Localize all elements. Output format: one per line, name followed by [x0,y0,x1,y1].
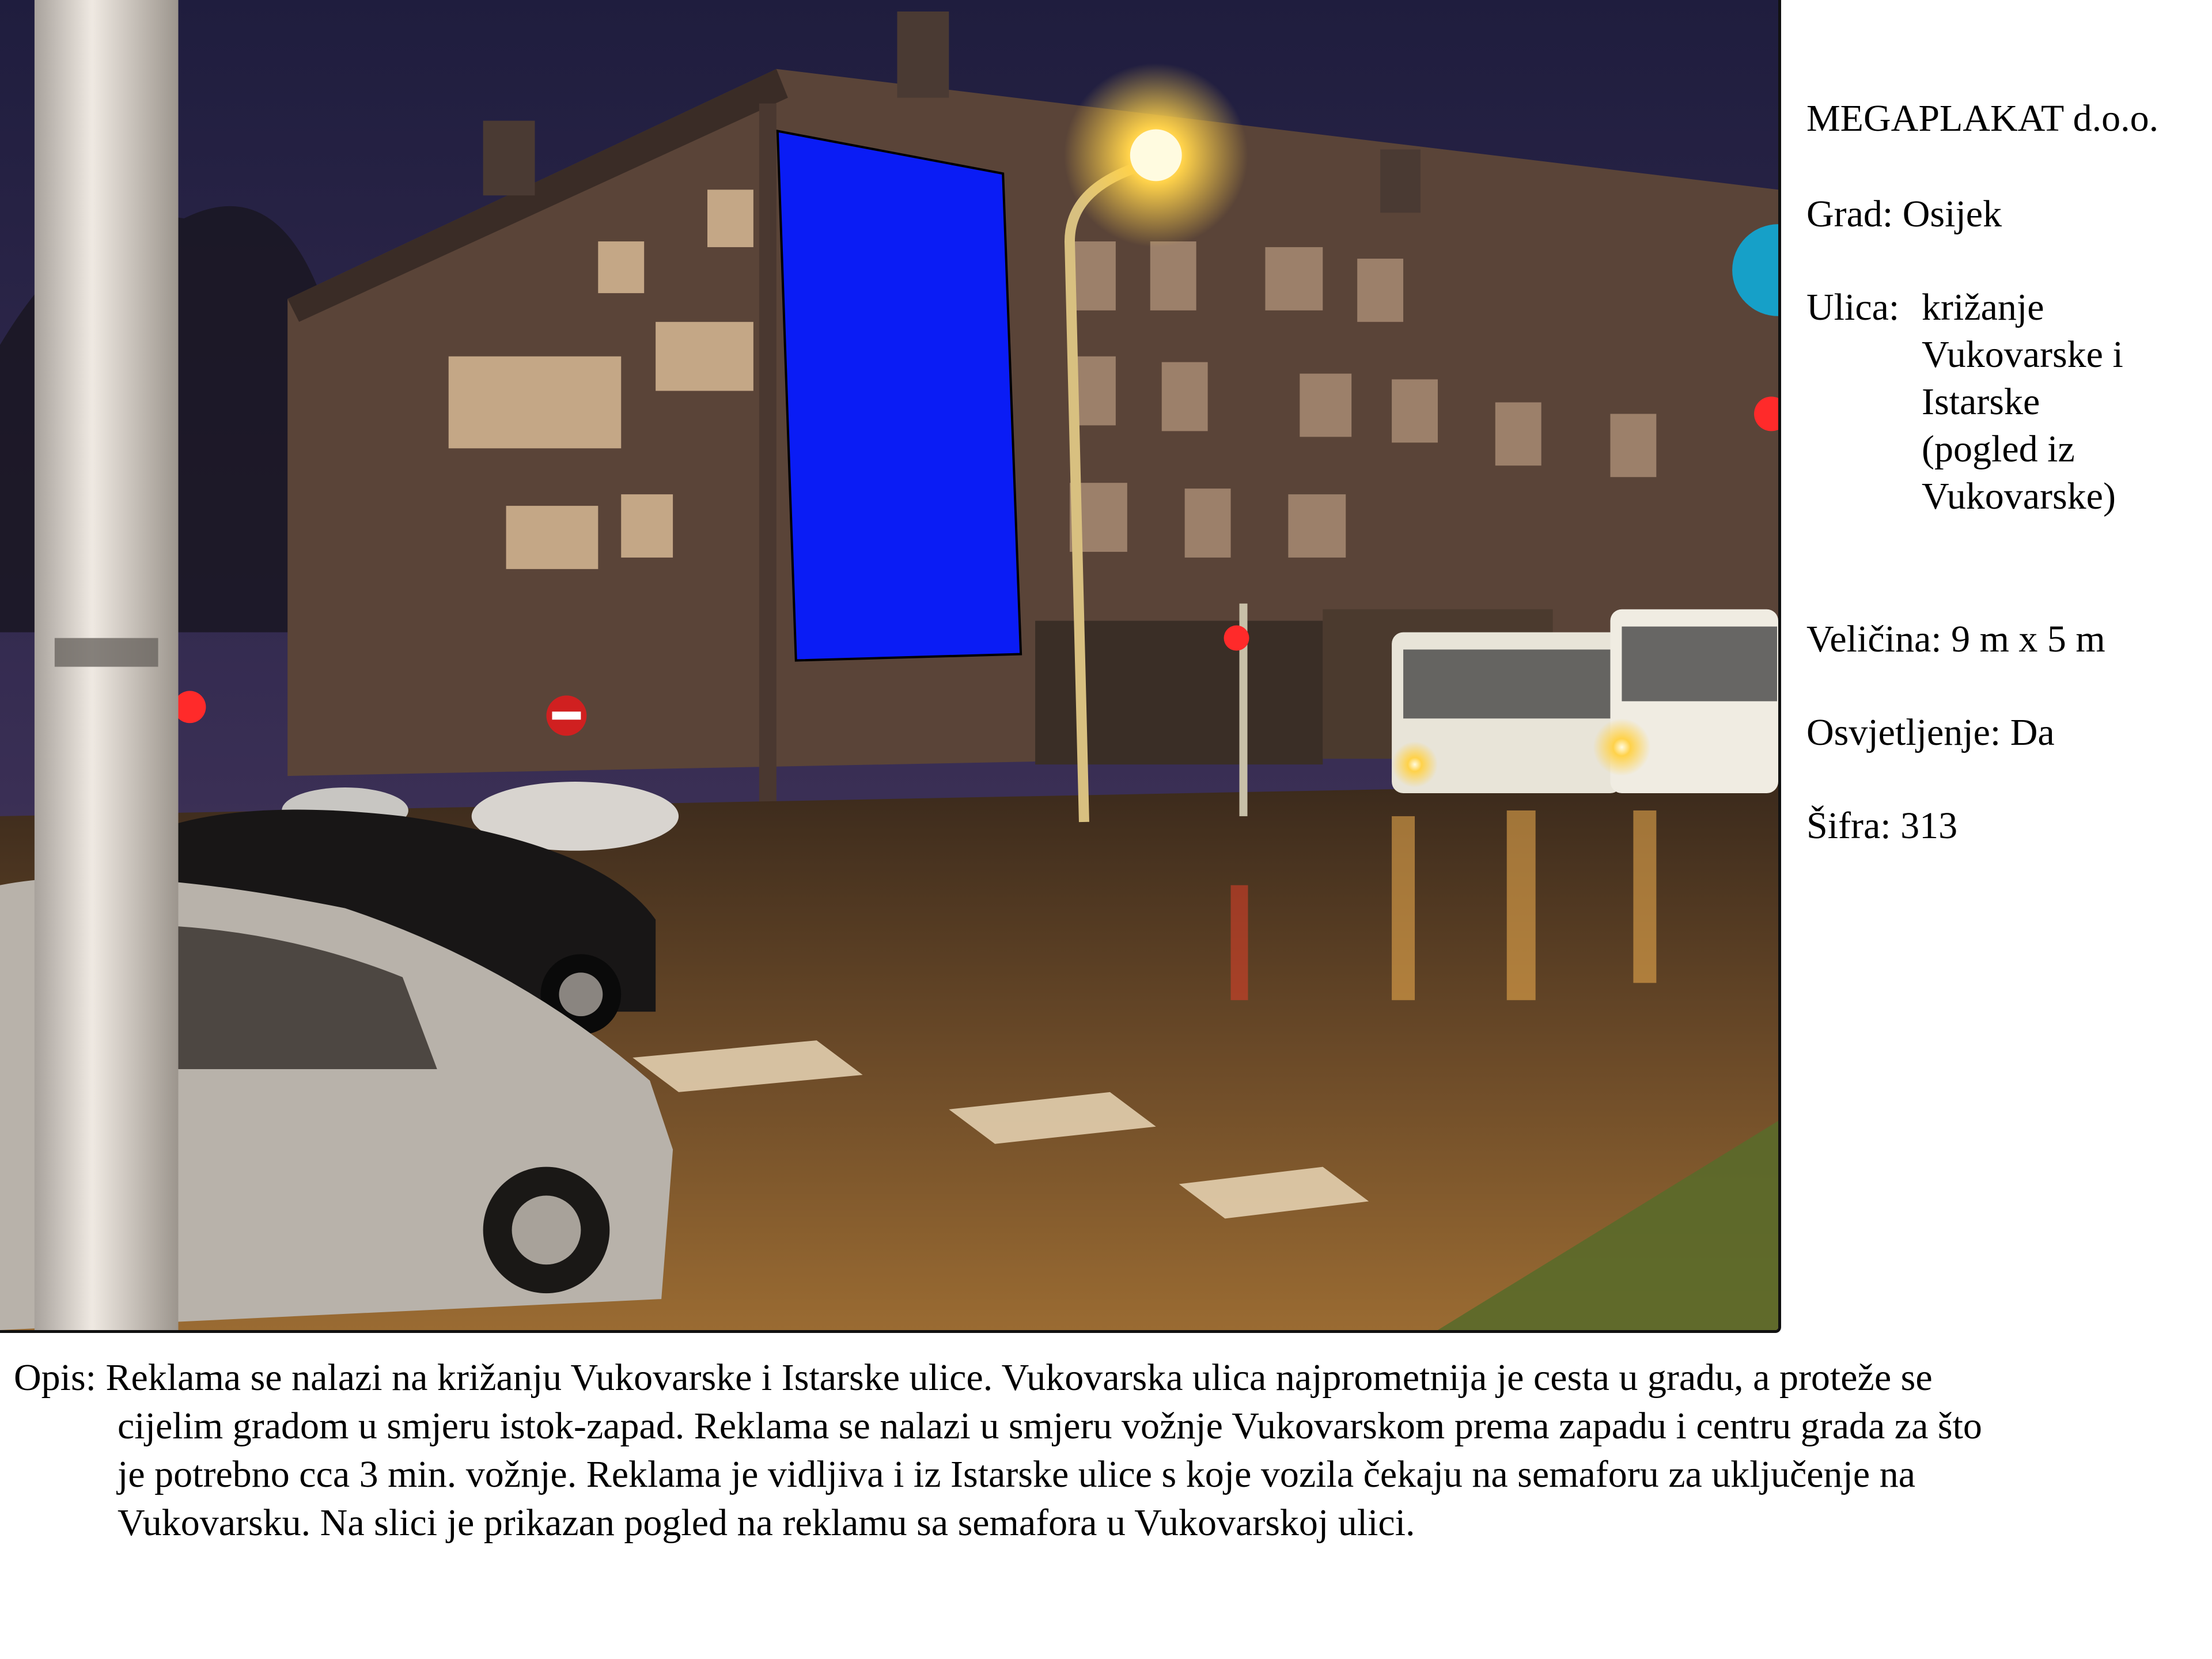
billboard-size: Veličina: 9 m x 5 m [1806,618,2105,660]
info-panel [1806,95,2210,850]
company-name: MEGAPLAKAT d.o.o. [1806,97,2159,139]
street-line: Istarske [1922,381,2040,423]
street-line: Vukovarske i [1922,334,2123,376]
description-line: cijelim gradom u smjeru istok-zapad. Reklama se nalazi u smjeru vožnje Vukovarskom prema zapadu i centru grada za što [118,1405,1982,1447]
description-line: Vukovarsku. Na slici je prikazan pogled na reklamu sa semafora u Vukovarskoj ulici. [118,1502,1415,1544]
street-line: (pogled iz [1922,428,2075,470]
lighting: Osvjetljenje: Da [1806,711,2055,753]
street-lines [1922,284,2123,520]
location-code: Šifra: 313 [1806,805,1958,847]
description [14,1354,2203,1547]
street-line: križanje [1922,286,2044,328]
street-info [1806,284,2210,567]
street-line: Vukovarske) [1922,475,2116,517]
description-line: Opis: Reklama se nalazi na križanju Vukovarske i Istarske ulice. Vukovarska ulica najprometnija je cesta u gradu, a proteže se [14,1357,1933,1399]
city: Grad: Osijek [1806,193,2002,235]
description-line: je potrebno cca 3 min. vožnje. Reklama je vidljiva i iz Istarske ulice s koje vozila čekaju na semaforu za uključenje na [118,1453,1915,1495]
billboard-placeholder [778,131,1021,661]
street-label: Ulica: [1806,286,1900,328]
